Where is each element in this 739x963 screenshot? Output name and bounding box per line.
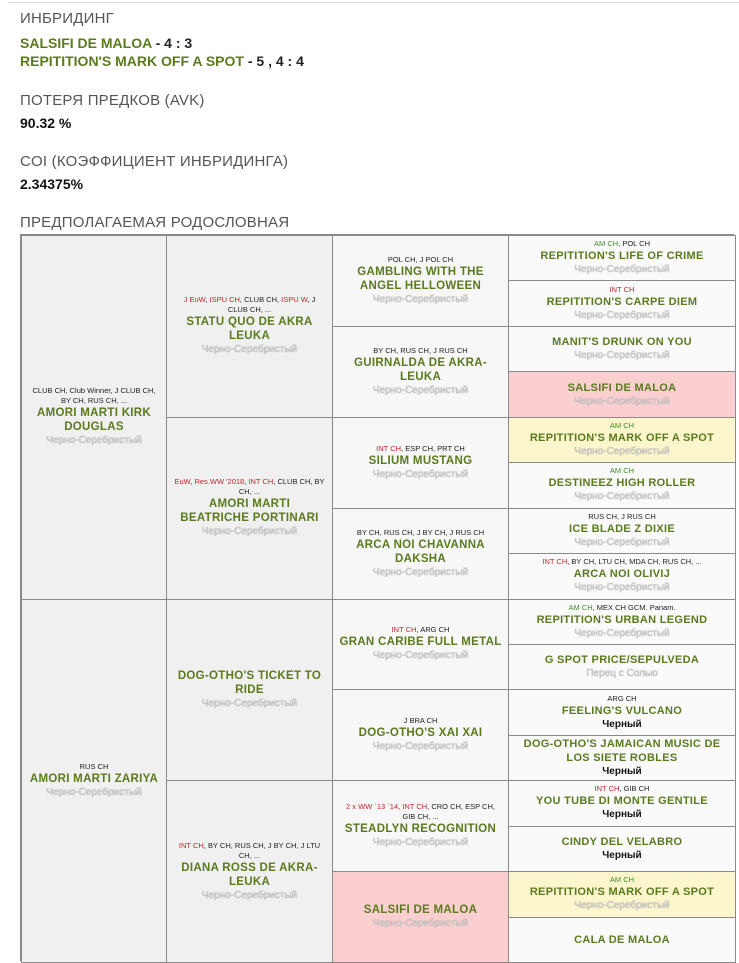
title-text: INT CH — [179, 841, 204, 850]
title-text: , GIB CH — [619, 784, 649, 793]
avk-heading: ПОТЕРЯ ПРЕДКОВ (AVK) — [20, 92, 205, 109]
pedigree-cell-gen4 — [508, 235, 736, 281]
pedigree-cell-gen4 — [508, 689, 736, 735]
dog-name-link[interactable]: ICE BLADE Z DIXIE — [569, 522, 675, 536]
dog-titles — [568, 603, 675, 613]
title-text: BY CH, RUS CH, J BY CH, J RUS CH — [357, 528, 484, 537]
pedigree-heading: ПРЕДПОЛАГАЕМАЯ РОДОСЛОВНАЯ — [20, 214, 289, 231]
coat-color: Черно-Серебристый — [574, 263, 669, 277]
title-text: BY CH, RUS CH, J RUS CH — [373, 346, 467, 355]
pedigree-cell-gen1 — [21, 599, 167, 963]
dog-titles — [373, 346, 467, 356]
pedigree-cell-gen1 — [21, 235, 167, 600]
dog-name-link[interactable]: MANIT'S DRUNK ON YOU — [552, 335, 692, 349]
dog-titles — [610, 875, 634, 885]
title-text: INT CH — [376, 444, 401, 453]
dog-name-link[interactable]: G SPOT PRICE/SEPULVEDA — [545, 653, 699, 667]
dog-name-link[interactable]: AMORI MARTI BEATRICHE PORTINARI — [173, 497, 326, 525]
dog-titles — [28, 386, 160, 406]
dog-name-link[interactable]: GAMBLING WITH THE ANGEL HELLOWEEN — [339, 265, 502, 293]
dog-name-link[interactable]: REPITITION'S LIFE OF CRIME — [540, 249, 703, 263]
pedigree-cell-gen3 — [332, 508, 509, 600]
coat-color: Черно-Серебристый — [574, 899, 669, 913]
dog-name-link[interactable]: AMORI MARTI KIRK DOUGLAS — [28, 406, 160, 434]
dog-name-link[interactable]: SILIUM MUSTANG — [369, 454, 473, 468]
title-text: ISPU W — [281, 295, 307, 304]
title-text: AM CH — [610, 421, 634, 430]
dog-titles — [610, 421, 634, 431]
pedigree-cell-gen2 — [166, 780, 333, 963]
coat-color: Черно-Серебристый — [574, 490, 669, 504]
coat-color: Черно-Серебристый — [574, 627, 669, 641]
pedigree-cell-gen3 — [332, 780, 509, 872]
coat-color: Черно-Серебристый — [373, 384, 468, 398]
dog-name-link[interactable]: DOG-OTHO'S TICKET TO RIDE — [173, 669, 326, 697]
pedigree-cell-gen2 — [166, 599, 333, 782]
title-text: EuW — [174, 477, 190, 486]
dog-name-link[interactable]: GRAN CARIBE FULL METAL — [339, 635, 501, 649]
coat-color: Черно-Серебристый — [574, 349, 669, 363]
inbreeding-heading: ИНБРИДИНГ — [20, 10, 114, 27]
coat-color: Черно-Серебристый — [202, 697, 297, 711]
dog-titles — [610, 466, 634, 476]
coat-color: Черно-Серебристый — [574, 395, 669, 409]
dog-titles — [607, 694, 636, 704]
dog-name-link[interactable]: DIANA ROSS DE AKRA-LEUKA — [173, 861, 326, 889]
dog-name-link[interactable]: SALSIFI DE MALOA — [364, 903, 477, 917]
title-text: , ARG CH — [416, 625, 449, 634]
title-text: , ESP CH, PRT CH — [401, 444, 465, 453]
dog-titles — [173, 295, 326, 315]
pedigree-cell-gen4 — [508, 599, 736, 645]
pedigree-cell-gen4 — [508, 735, 736, 781]
coat-color: Черный — [602, 765, 641, 779]
dog-name-link[interactable]: DOG-OTHO'S XAI XAI — [359, 726, 483, 740]
title-text: , J CLUB CH, ... — [228, 295, 316, 314]
dog-name-link[interactable]: ARCA NOI CHAVANNA DAKSHA — [339, 538, 502, 566]
coat-color: Черно-Серебристый — [373, 649, 468, 663]
title-text: 2 x WW `13 `14 — [346, 802, 398, 811]
title-text: AM CH — [610, 466, 634, 475]
coi-value: 2.34375% — [20, 176, 83, 192]
title-text: INT CH — [595, 784, 620, 793]
pedigree-cell-gen3 — [332, 871, 509, 963]
dog-titles — [376, 444, 465, 454]
coat-color: Черный — [602, 718, 641, 732]
coat-color: Черно-Серебристый — [373, 836, 468, 850]
coat-color: Черно-Серебристый — [574, 536, 669, 550]
coat-color: Черно-Серебристый — [373, 566, 468, 580]
pedigree-cell-gen2 — [166, 417, 333, 600]
dog-name-link[interactable]: AMORI MARTI ZARIYA — [30, 772, 158, 786]
title-text: CLUB CH, Club Winner, J CLUB CH, BY CH, RUS CH, ... — [33, 386, 156, 405]
inbreeding-line-2[interactable] — [20, 53, 304, 69]
coat-color: Черный — [602, 849, 641, 863]
title-text: AM CH — [568, 603, 592, 612]
coat-color: Черно-Серебристый — [574, 309, 669, 323]
pedigree-cell-gen4 — [508, 508, 736, 554]
avk-value: 90.32 % — [20, 115, 71, 131]
title-text: AM CH — [594, 239, 618, 248]
title-text: INT CH — [392, 625, 417, 634]
dog-titles — [594, 239, 650, 249]
dog-titles — [542, 557, 701, 567]
pedigree-cell-gen3 — [332, 417, 509, 509]
pedigree-cell-gen4 — [508, 462, 736, 508]
dog-name-link[interactable]: REPITITION'S URBAN LEGEND — [537, 613, 708, 627]
dog-name-link[interactable]: CALA DE MALOA — [574, 933, 670, 947]
dog-name-link[interactable]: CINDY DEL VELABRO — [562, 835, 683, 849]
pedigree-cell-gen2 — [166, 235, 333, 418]
pedigree-cell-gen3 — [332, 599, 509, 691]
dog-name-link[interactable]: SALSIFI DE MALOA — [568, 381, 677, 395]
dog-titles — [404, 716, 438, 726]
dog-titles — [173, 477, 326, 497]
dog-titles — [610, 285, 635, 295]
title-text: ARG CH — [607, 694, 636, 703]
title-text: POL CH, J POL CH — [388, 255, 453, 264]
coat-color: Черный — [602, 808, 641, 822]
dog-name-link[interactable]: REPITITION'S CARPE DIEM — [547, 295, 698, 309]
title-text: , — [190, 477, 194, 486]
dog-titles — [588, 512, 656, 522]
coat-color: Черно-Серебристый — [373, 468, 468, 482]
coat-color: Черно-Серебристый — [46, 786, 141, 800]
coat-color: Черно-Серебристый — [574, 445, 669, 459]
pedigree-cell-gen4 — [508, 780, 736, 826]
dog-titles — [357, 528, 484, 538]
pedigree-cell-gen4 — [508, 826, 736, 872]
title-text: J BRA CH — [404, 716, 438, 725]
coat-color: Черно-Серебристый — [202, 343, 297, 357]
pedigree-cell-gen3 — [332, 689, 509, 781]
inbreeding-generations: - 4 : 3 — [152, 35, 192, 51]
title-text: , CLUB CH, — [240, 295, 281, 304]
title-text: RUS CH — [80, 762, 109, 771]
dog-titles — [339, 802, 502, 822]
title-text: , CLUB CH, BY CH, ... — [239, 477, 325, 496]
title-text: Res.WW '2018 — [194, 477, 244, 486]
pedigree-cell-gen3 — [332, 326, 509, 418]
title-text: INT CH — [610, 285, 635, 294]
title-text: , — [398, 802, 402, 811]
coat-color: Черно-Серебристый — [373, 293, 468, 307]
title-text: , MEX CH GCM. Panam. — [593, 603, 676, 612]
dog-name-link[interactable]: FEELING'S VULCANO — [562, 704, 682, 718]
pedigree-cell-gen4 — [508, 417, 736, 463]
title-text: RUS CH, J RUS CH — [588, 512, 656, 521]
coat-color: Черно-Серебристый — [202, 525, 297, 539]
title-text: , BY CH, LTU CH, MDA CH, RUS CH, ... — [567, 557, 701, 566]
pedigree-cell-gen4 — [508, 280, 736, 326]
dog-titles — [392, 625, 450, 635]
dog-name-link[interactable]: YOU TUBE DI MONTE GENTILE — [536, 794, 708, 808]
title-text: INT CH — [402, 802, 427, 811]
pedigree-table — [20, 234, 734, 961]
dog-name-link[interactable]: STEADLYN RECOGNITION — [345, 822, 496, 836]
coat-color: Черно-Серебристый — [574, 581, 669, 595]
dog-name-link[interactable]: ARCA NOI OLIVIJ — [574, 567, 670, 581]
dog-titles — [388, 255, 453, 265]
dog-titles — [595, 784, 650, 794]
dog-name-link[interactable]: GUIRNALDA DE AKRA-LEUKA — [339, 356, 502, 384]
title-text: ISPU CH — [209, 295, 239, 304]
dog-name-link[interactable]: REPITITION'S MARK OFF A SPOT — [530, 885, 714, 899]
title-text: J EuW — [184, 295, 206, 304]
dog-titles — [80, 762, 109, 772]
pedigree-cell-gen4 — [508, 871, 736, 917]
inbreeding-dog-name[interactable]: REPITITION'S MARK OFF A SPOT — [20, 53, 244, 69]
dog-name-link[interactable]: STATU QUO DE AKRA LEUKA — [173, 315, 326, 343]
pedigree-cell-gen4 — [508, 553, 736, 599]
dog-name-link[interactable]: DESTINEEZ HIGH ROLLER — [549, 476, 696, 490]
title-text: , CRO CH, ESP CH, GIB CH, ... — [402, 802, 495, 821]
pedigree-cell-gen4 — [508, 371, 736, 417]
pedigree-cell-gen4 — [508, 326, 736, 372]
title-text: , — [205, 295, 209, 304]
coat-color: Черно-Серебристый — [373, 740, 468, 754]
dog-titles — [173, 841, 326, 861]
inbreeding-generations: - 5 , 4 : 4 — [244, 53, 304, 69]
pedigree-cell-gen4 — [508, 917, 736, 963]
title-text: , — [244, 477, 248, 486]
pedigree-cell-gen3 — [332, 235, 509, 327]
title-text: INT CH — [542, 557, 567, 566]
coat-color: Черно-Серебристый — [373, 917, 468, 931]
coat-color: Перец с Солью — [586, 667, 657, 681]
coat-color: Черно-Серебристый — [202, 889, 297, 903]
top-divider — [8, 2, 739, 3]
title-text: INT CH — [248, 477, 273, 486]
inbreeding-dog-name[interactable]: SALSIFI DE MALOA — [20, 35, 152, 51]
dog-name-link[interactable]: REPITITION'S MARK OFF A SPOT — [530, 431, 714, 445]
dog-name-link[interactable]: DOG-OTHO'S JAMAICAN MUSIC DE LOS SIETE ROBLES — [515, 737, 729, 765]
inbreeding-line-1[interactable] — [20, 35, 192, 51]
pedigree-cell-gen4 — [508, 644, 736, 690]
title-text: , POL CH — [618, 239, 650, 248]
title-text: , BY CH, RUS CH, J BY CH, J LTU CH, ... — [204, 841, 320, 860]
title-text: AM CH — [610, 875, 634, 884]
coi-heading: COI (КОЭФФИЦИЕНТ ИНБРИДИНГА) — [20, 153, 288, 170]
coat-color: Черно-Серебристый — [46, 434, 141, 448]
